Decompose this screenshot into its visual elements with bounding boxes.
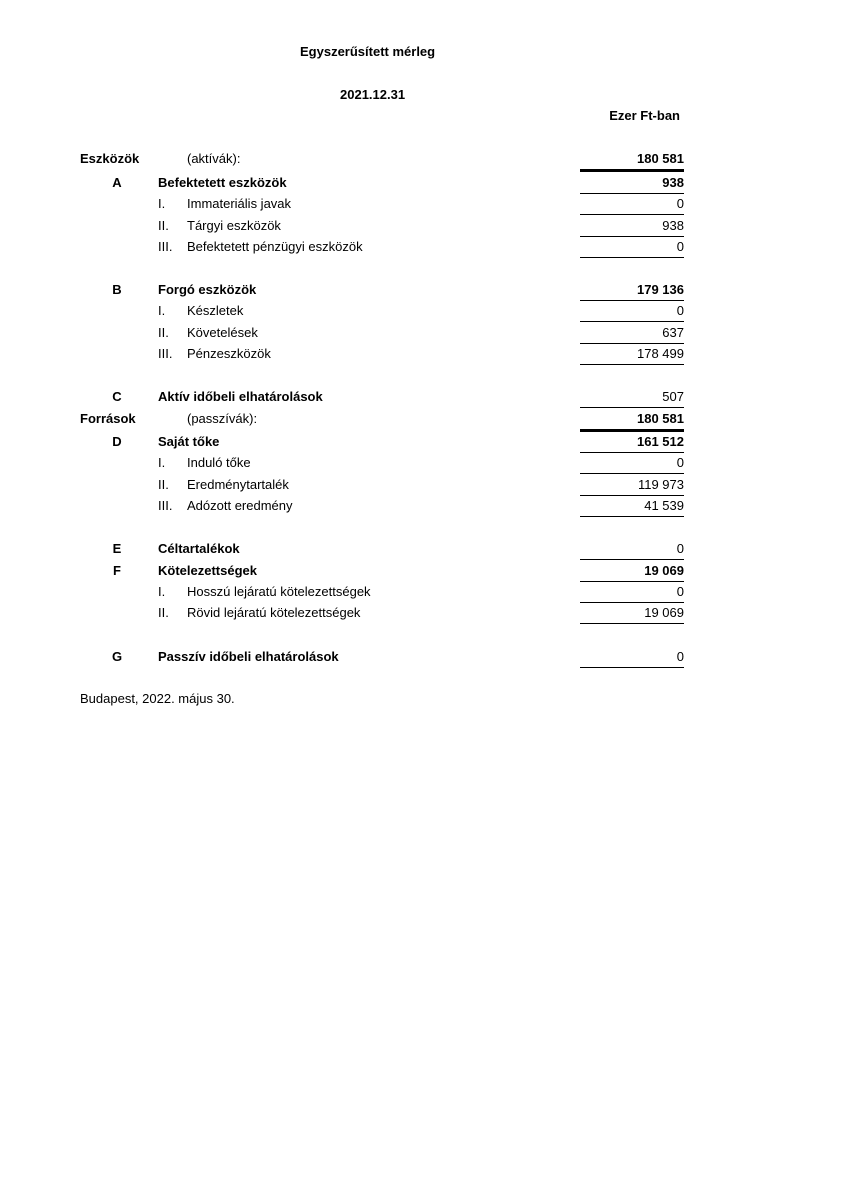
divider <box>580 236 684 237</box>
item-value: 0 <box>676 239 684 254</box>
section-label-f: Kötelezettségek <box>158 563 257 578</box>
section-value-d: 161 512 <box>637 434 684 449</box>
divider <box>580 321 684 322</box>
item-value: 41 539 <box>644 498 684 513</box>
section-letter-e: E <box>112 541 122 556</box>
item-value: 938 <box>662 218 684 233</box>
section-value-e: 0 <box>676 541 684 556</box>
divider <box>580 257 684 258</box>
section-letter-d: D <box>112 434 122 449</box>
item-number: I. <box>158 196 166 211</box>
section-value-f: 19 069 <box>644 563 684 578</box>
place-and-date: Budapest, 2022. május 30. <box>80 691 235 706</box>
divider <box>580 214 684 215</box>
section-letter-a: A <box>112 175 122 190</box>
liabilities-subheading: (passzívák): <box>187 411 258 426</box>
divider <box>580 429 684 432</box>
divider <box>580 452 684 453</box>
section-label-g: Passzív időbeli elhatárolások <box>158 649 339 664</box>
divider <box>580 364 684 365</box>
item-value: 0 <box>676 455 684 470</box>
item-label: Induló tőke <box>187 455 251 470</box>
balance-date: 2021.12.31 <box>340 87 406 102</box>
section-value-c: 507 <box>662 389 684 404</box>
section-letter-c: C <box>112 389 122 404</box>
divider <box>580 407 684 408</box>
item-number: III. <box>158 346 173 361</box>
item-label: Követelések <box>187 325 258 340</box>
divider <box>580 581 684 582</box>
section-letter-g: G <box>111 649 123 664</box>
item-value: 0 <box>676 303 684 318</box>
item-label: Tárgyi eszközök <box>187 218 281 233</box>
assets-heading: Eszközök <box>80 151 140 166</box>
item-number: II. <box>158 605 169 620</box>
item-value: 119 973 <box>637 477 684 492</box>
divider <box>580 343 684 344</box>
item-number: I. <box>158 455 166 470</box>
divider <box>580 559 684 560</box>
item-number: I. <box>158 303 166 318</box>
liabilities-heading: Források <box>80 411 136 426</box>
divider <box>580 169 684 172</box>
divider <box>580 473 684 474</box>
item-number: II. <box>158 477 169 492</box>
item-number: I. <box>158 584 166 599</box>
item-value: 0 <box>676 196 684 211</box>
section-label-c: Aktív időbeli elhatárolások <box>158 389 323 404</box>
divider <box>580 667 684 668</box>
item-number: II. <box>158 218 169 233</box>
item-value: 178 499 <box>637 346 684 361</box>
assets-total-value: 180 581 <box>637 151 684 166</box>
item-label: Eredménytartalék <box>187 477 289 492</box>
document-title: Egyszerűsített mérleg <box>300 44 436 59</box>
unit-label: Ezer Ft-ban <box>609 108 680 123</box>
divider <box>580 602 684 603</box>
section-value-b: 179 136 <box>637 282 684 297</box>
item-value: 19 069 <box>644 605 684 620</box>
section-letter-f: F <box>113 563 121 578</box>
divider <box>580 516 684 517</box>
section-label-d: Saját tőke <box>158 434 220 449</box>
item-label: Immateriális javak <box>187 196 292 211</box>
divider <box>580 623 684 624</box>
item-value: 0 <box>676 584 684 599</box>
item-number: III. <box>158 239 173 254</box>
item-label: Befektetett pénzügyi eszközök <box>187 239 363 254</box>
item-label: Adózott eredmény <box>187 498 293 513</box>
item-label: Rövid lejáratú kötelezettségek <box>187 605 361 620</box>
section-letter-b: B <box>112 282 122 297</box>
section-value-g: 0 <box>676 649 684 664</box>
assets-subheading: (aktívák): <box>187 151 241 166</box>
section-label-a: Befektetett eszközök <box>158 175 287 190</box>
item-label: Hosszú lejáratú kötelezettségek <box>187 584 371 599</box>
section-value-a: 938 <box>662 175 684 190</box>
item-value: 637 <box>662 325 684 340</box>
divider <box>580 193 684 194</box>
item-label: Készletek <box>187 303 244 318</box>
item-number: III. <box>158 498 173 513</box>
divider <box>580 495 684 496</box>
item-label: Pénzeszközök <box>187 346 271 361</box>
divider <box>580 300 684 301</box>
section-label-b: Forgó eszközök <box>158 282 257 297</box>
section-label-e: Céltartalékok <box>158 541 240 556</box>
liabilities-total-value: 180 581 <box>637 411 684 426</box>
item-number: II. <box>158 325 169 340</box>
